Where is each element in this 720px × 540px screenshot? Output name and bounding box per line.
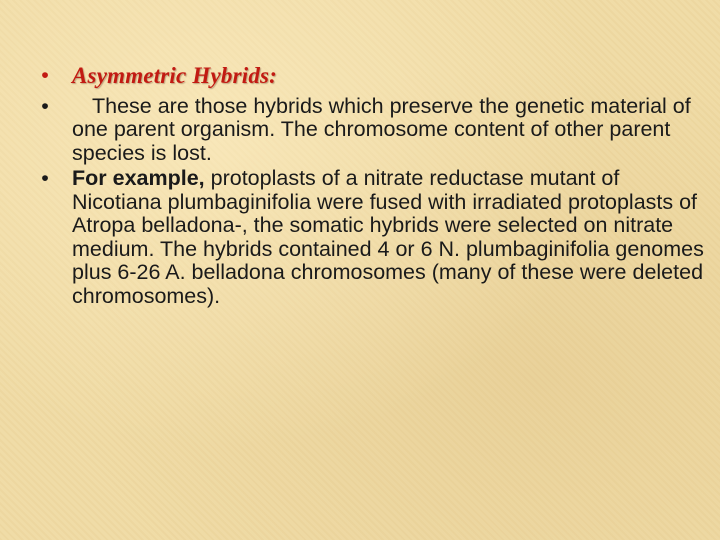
definition-text: These are those hybrids which preserve the genetic material of one parent organism. The chromosome content of other parent species is lost.	[72, 93, 691, 165]
slide-content	[30, 64, 710, 310]
bullet-icon: •	[41, 93, 49, 118]
example-text: protoplasts of a nitrate reductase mutant of Nicotiana plumbaginifolia were fused with irradiated protoplasts of Atropa belladona-, the somatic hybrids were selected on nitrate medium. The hybrids contained 4 or 6 N. plumbaginifolia genomes plus 6-26 A. belladona chromosomes (many of these were deleted chromosomes).	[72, 166, 704, 308]
example-label: For example,	[72, 166, 205, 190]
slide-heading: Asymmetric Hybrids:	[72, 63, 278, 88]
definition-bullet	[30, 95, 710, 166]
bullet-icon: •	[41, 63, 49, 87]
heading-bullet	[30, 64, 710, 89]
example-bullet	[30, 167, 710, 308]
bullet-icon: •	[41, 166, 49, 190]
